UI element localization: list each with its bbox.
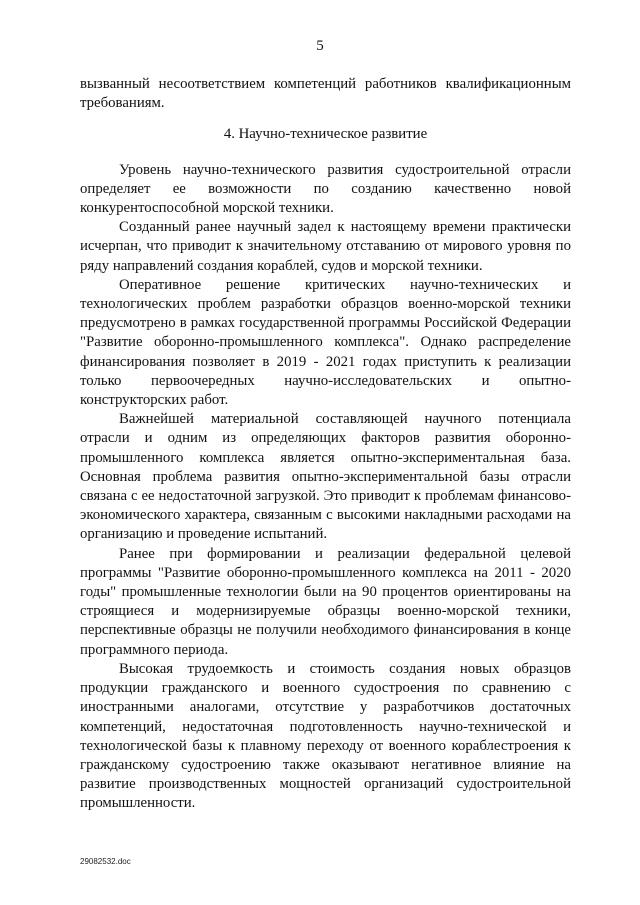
continuation-paragraph: вызванный несоответствием компетенций работников квалификационным требованиям. [80, 76, 571, 112]
paragraph-1: Уровень научно-технического развития судостроительной отрасли определяет ее возможности по созданию качественно новой конкурентоспособной морской техники. [80, 161, 571, 217]
section-heading: 4. Научно-техническое развитие [223, 126, 428, 143]
page-number: 5 [316, 38, 324, 54]
paragraph-5: Ранее при формировании и реализации федеральной целевой программы "Развитие оборонно-промышленного комплекса на 2011 - 2020 годы" промышленные технологии были на 90 процентов ориентированы на строящиеся и модернизируемые образцы военно-морской техники, перспективные образцы не получили необходимого финансирования в конце программного периода. [80, 545, 571, 658]
paragraph-3: Оперативное решение критических научно-технических и технологических проблем разработки образцов военно-морской техники предусмотрено в рамках государственной программы Российской Федерации "Развитие оборонно-промышленного комплекса". Однако распределение финансирования позволяет в 2019 - 2021 годах приступить к реализации только первоочередных научно-исследовательских и опытно-конструкторских работ. [80, 276, 571, 409]
paragraph-4: Важнейшей материальной составляющей научного потенциала отрасли и одним из определяющих факторов развития оборонно-промышленного комплекса является опытно-экспериментальная база. Основная проблема развития опытно-экспериментальной базы отрасли связана с ее недостаточной загрузкой. Это приводит к проблемам финансово-экономического характера, связанным с высокими накладными расходами на организацию и проведение испытаний. [80, 411, 571, 543]
document-body [80, 75, 571, 814]
paragraph-6: Высокая трудоемкость и стоимость создания новых образцов продукции гражданского и военного судостроения по сравнению с иностранными аналогами, отсутствие у разработчиков достаточных компетенций, недостаточная подготовленность научно-технической и технологической базы к плавному переходу от военного кораблестроения к гражданскому судостроению также оказывают негативное влияние на развитие производственных мощностей организаций судостроительной промышленности. [80, 660, 571, 812]
paragraph-2: Созданный ранее научный задел к настоящему времени практически исчерпан, что приводит к значительному отставанию от мирового уровня по ряду направлений создания кораблей, судов и морской техники. [80, 219, 571, 274]
document-file-code: 29082532.doc [80, 857, 131, 866]
